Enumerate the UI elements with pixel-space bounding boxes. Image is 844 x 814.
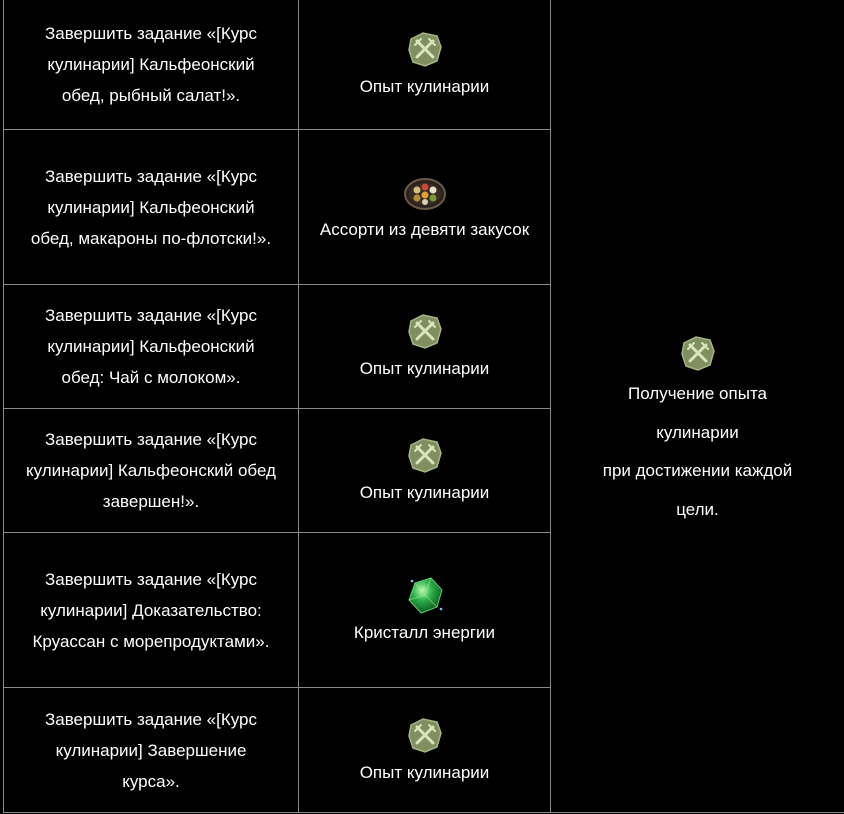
cooking-exp-icon: [403, 309, 447, 353]
reward-label: Опыт кулинарии: [360, 477, 490, 508]
task-cell: [4, 688, 299, 813]
reward-cell: [299, 409, 551, 533]
table-row: [4, 0, 844, 130]
task-cell: [4, 130, 299, 285]
reward-label: Кристалл энергии: [354, 617, 495, 648]
reward-cell: [299, 130, 551, 285]
reward-cell: [299, 285, 551, 409]
task-cell: [4, 0, 299, 130]
task-text: Завершить задание «[Курс кулинарии] Доказательство: Круассан с морепродуктами».: [4, 564, 298, 657]
rewards-table: [3, 0, 844, 813]
reward-cell: [299, 533, 551, 688]
reward-label: Ассорти из девяти закусок: [320, 214, 529, 245]
rewards-table-container: [3, 0, 841, 814]
task-text: Завершить задание «[Курс кулинарии] Кальфеонский обед, рыбный салат!».: [4, 18, 298, 111]
cooking-exp-icon: [676, 331, 720, 375]
summary-text: Получение опыта кулинарии при достижении каждой цели.: [603, 375, 792, 529]
reward-cell: [299, 688, 551, 813]
reward-label: Опыт кулинарии: [360, 353, 490, 384]
task-text: Завершить задание «[Курс кулинарии] Завершение курса».: [4, 704, 298, 797]
cooking-exp-icon: [403, 433, 447, 477]
task-text: Завершить задание «[Курс кулинарии] Кальфеонский обед завершен!».: [4, 424, 298, 517]
energy-crystal-icon: [403, 573, 447, 617]
cooking-exp-icon: [403, 27, 447, 71]
reward-label: Опыт кулинарии: [360, 757, 490, 788]
task-cell: [4, 285, 299, 409]
task-text: Завершить задание «[Курс кулинарии] Кальфеонский обед, макароны по-флотски!».: [4, 161, 298, 254]
reward-label: Опыт кулинарии: [360, 71, 490, 102]
reward-cell: [299, 0, 551, 130]
summary-cell: [551, 0, 844, 813]
task-cell: [4, 409, 299, 533]
cooking-exp-icon: [403, 713, 447, 757]
task-cell: [4, 533, 299, 688]
snack-platter-icon: [403, 170, 447, 214]
task-text: Завершить задание «[Курс кулинарии] Кальфеонский обед: Чай с молоком».: [4, 300, 298, 393]
